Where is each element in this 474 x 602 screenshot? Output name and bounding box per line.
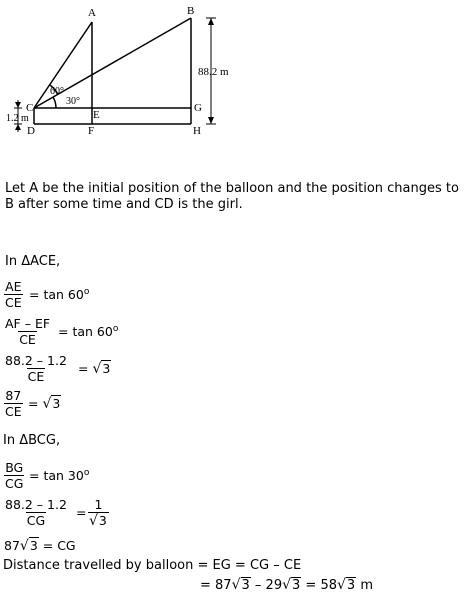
- degree-symbol: o: [112, 323, 119, 334]
- sqrt-3: √3: [337, 577, 356, 593]
- label-e: E: [93, 109, 100, 121]
- numerator: 1: [94, 497, 103, 512]
- fraction-af-ef-ce: [4, 316, 51, 347]
- numerator: AE: [5, 279, 22, 294]
- denominator: CG: [5, 476, 24, 491]
- angle-60-label: 60°: [50, 86, 64, 97]
- fraction-882-12-ce: [4, 353, 68, 384]
- distance-line-2: = 87√3 – 29√3 = 58√3 m: [200, 577, 373, 593]
- rhs-root3: [78, 361, 111, 377]
- girl-height-label: 1.2 m: [6, 113, 29, 124]
- heading-triangle-bcg: In ΔBCG,: [3, 433, 61, 448]
- fraction-1-root3: [88, 497, 109, 529]
- numerator: AF – EF: [5, 316, 51, 331]
- heading-triangle-ace: In ΔACE,: [5, 254, 61, 269]
- height-label: 88.2 m: [198, 66, 229, 78]
- rhs-text: = CG: [38, 538, 76, 553]
- degree-symbol: o: [83, 467, 90, 478]
- denominator: CE: [5, 404, 22, 419]
- rhs-tan30: [29, 468, 89, 483]
- numerator: 88.2 – 1.2: [5, 497, 67, 512]
- sqrt-3: √3: [282, 577, 301, 593]
- numerator: 87: [5, 388, 22, 403]
- balloon-diagram: [0, 0, 474, 150]
- coefficient: 87: [4, 538, 20, 553]
- intro-line-2: B after some time and CD is the girl.: [5, 197, 243, 212]
- rhs-text: = tan 60: [58, 324, 113, 339]
- label-h: H: [193, 125, 201, 137]
- rhs-tan60: [58, 324, 118, 339]
- sqrt-3: √3: [92, 361, 111, 377]
- equals-sign: =: [76, 505, 87, 520]
- label-a: A: [88, 7, 96, 19]
- label-d: D: [27, 125, 35, 137]
- rhs-text: = tan 60: [29, 287, 84, 302]
- label-g: G: [194, 102, 202, 114]
- fraction-87-ce: [4, 388, 23, 419]
- sqrt-3: √3: [19, 538, 38, 554]
- sqrt-3: √3: [89, 513, 107, 529]
- rhs-text: = tan 30: [29, 468, 84, 483]
- label-f: F: [88, 125, 95, 137]
- fraction-ae-ce: [4, 279, 23, 310]
- rhs-root3: [28, 396, 61, 412]
- denominator: [88, 512, 109, 529]
- numerator: 88.2 – 1.2: [5, 353, 67, 368]
- denominator: CE: [19, 332, 36, 347]
- distance-line-1: Distance travelled by balloon = EG = CG – CE: [3, 558, 302, 573]
- label-c: C: [26, 102, 34, 114]
- denominator: CG: [26, 513, 46, 528]
- angle-30-label: 30°: [66, 96, 80, 107]
- fraction-882-12-cg: [4, 497, 68, 528]
- denominator: CE: [27, 369, 45, 384]
- denominator: CE: [5, 295, 22, 310]
- sqrt-3: √3: [231, 577, 250, 593]
- rhs-tan60: [29, 287, 89, 302]
- fraction-bg-cg: [4, 460, 24, 491]
- label-b: B: [187, 5, 195, 17]
- equals-sign: =: [78, 361, 89, 376]
- equation-87root3-cg: [4, 538, 76, 554]
- degree-symbol: o: [83, 286, 90, 297]
- angle-arc-30: [53, 97, 56, 108]
- equals-sign: =: [28, 396, 39, 411]
- numerator: BG: [5, 460, 24, 475]
- sqrt-3: √3: [42, 396, 61, 412]
- intro-line-1: Let A be the initial position of the balloon and the position changes to: [5, 181, 459, 196]
